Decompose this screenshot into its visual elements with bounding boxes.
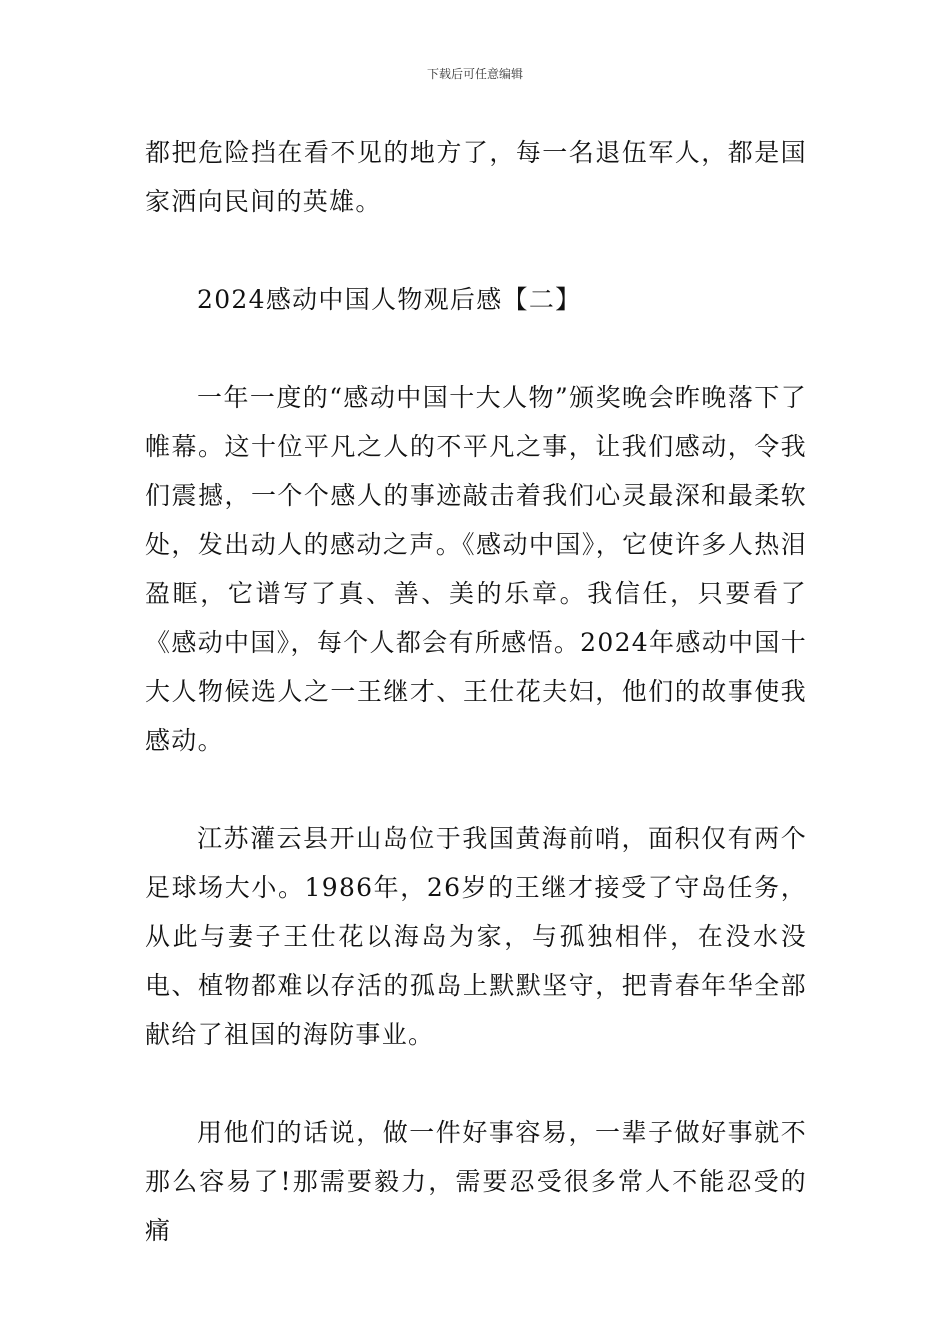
paragraph-intro: 一年一度的“感动中国十大人物”颁奖晚会昨晚落下了帷幕。这十位平凡之人的不平凡之事，让我们感动，令我们震撼，一个个感人的事迹敲击着我们心灵最深和最柔软处，发出动人的感动之声。《感动中国》，它使许多人热泪盈眶，它谱写了真、善、美的乐章。我信任，只要看了《感动中国》，每个人都会有所感悟。2024年感动中国十大人物候选人之一王继才、王仕花夫妇，他们的故事使我感动。: [145, 383, 807, 755]
page-header-note: 下载后可任意编辑: [426, 67, 523, 81]
document-body: [145, 128, 807, 1255]
paragraph-continuation: 都把危险挡在看不见的地方了，每一名退伍军人，都是国家洒向民间的英雄。: [145, 138, 807, 216]
paragraph-quote: 用他们的话说，做一件好事容易，一辈子做好事就不那么容易了!那需要毅力，需要忍受很多常人不能忍受的痛: [145, 1118, 807, 1245]
section-heading: 2024感动中国人物观后感【二】: [197, 285, 582, 314]
paragraph-island: 江苏灌云县开山岛位于我国黄海前哨，面积仅有两个足球场大小。1986年，26岁的王继才接受了守岛任务，从此与妻子王仕花以海岛为家，与孤独相伴，在没水没电、植物都难以存活的孤岛上默默坚守，把青春年华全部献给了祖国的海防事业。: [145, 824, 807, 1049]
